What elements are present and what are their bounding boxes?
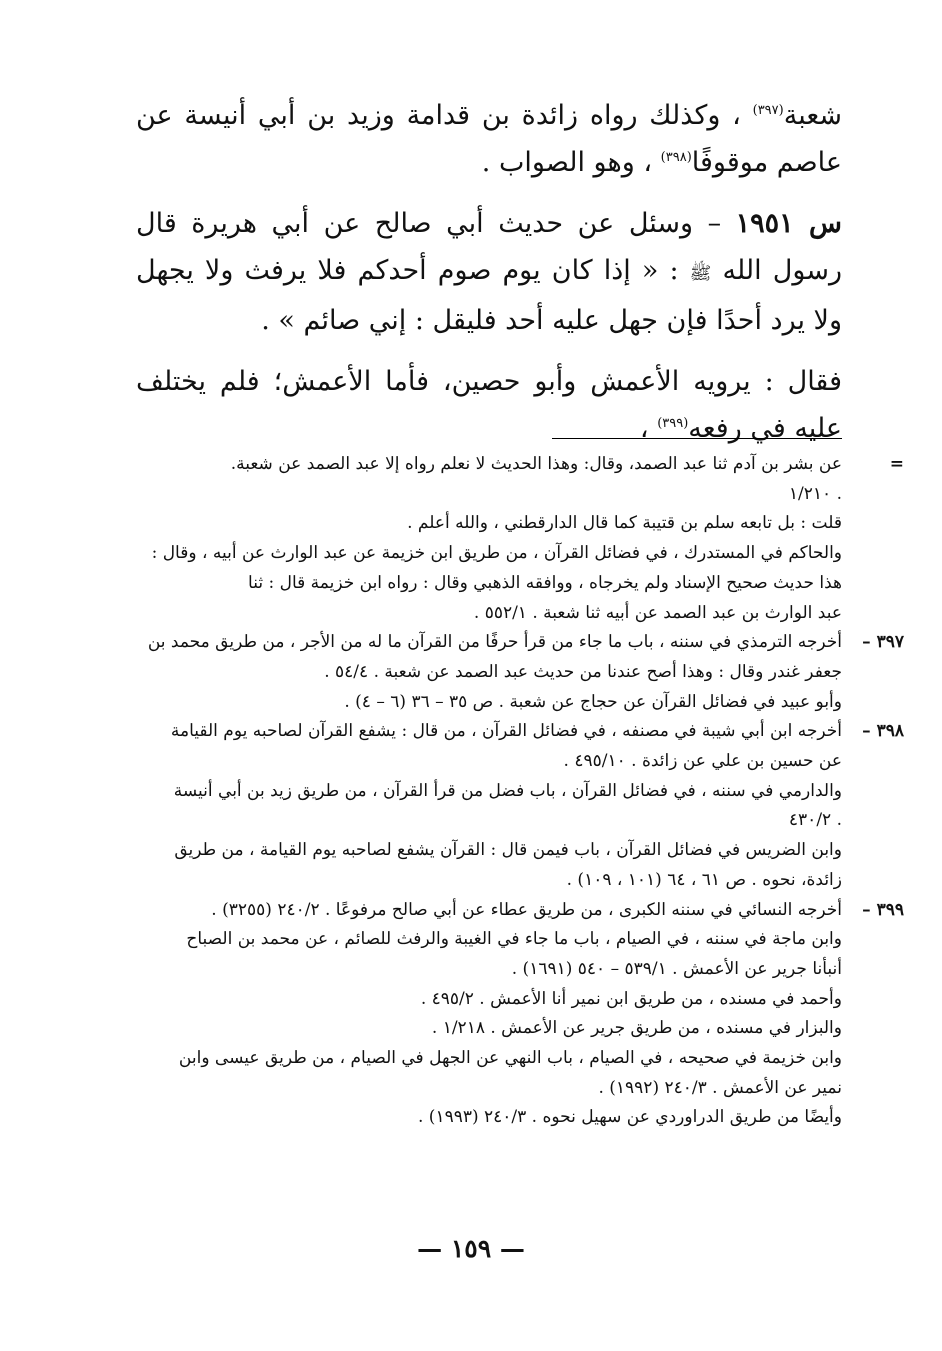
footnote-separator bbox=[552, 438, 842, 439]
text-run: ، bbox=[639, 413, 658, 444]
footnote-line bbox=[136, 628, 904, 658]
footnote-text: وأحمد في مسنده ، من طريق ابن نمير أنا الأعمش . ٤٩٥/٢ . bbox=[420, 988, 842, 1009]
footnote-marker: ٣٩٩ – bbox=[862, 899, 904, 920]
footnote-line bbox=[136, 658, 842, 688]
question-paragraph bbox=[136, 200, 842, 344]
answer-text: فقال : يرويه الأعمش وأبو حصين، فأما الأعمش؛ فلم يختلف عليه في رفعه bbox=[136, 366, 842, 444]
footnote-text: قلت : بل تابعه سلم بن قتيبة كما قال الدارقطني ، والله أعلم . bbox=[407, 513, 842, 534]
footnote-text: وابن ماجة في سننه ، في الصيام ، باب ما جاء في الغيبة والرفث للصائم ، عن محمد بن الصباح bbox=[186, 929, 842, 950]
footnote-line bbox=[136, 1014, 842, 1044]
main-text bbox=[136, 92, 842, 452]
footnote-text: أخرجه الترمذي في سننه ، باب ما جاء من قرأ حرفًا من القرآن ما له من الأجر ، من طريق محمد بن bbox=[147, 632, 842, 653]
footnote-marker: = bbox=[889, 454, 904, 474]
footnote-text: جعفر غندر وقال : وهذا أصح عندنا من حديث عبد الصمد عن شعبة . ٥٤/٤ . bbox=[324, 661, 842, 682]
question-text: – وسئل عن حديث أبي صالح عن أبي هريرة قال رسول الله bbox=[136, 208, 842, 286]
footnote-line bbox=[136, 925, 842, 955]
footnote-text: والحاكم في المستدرك ، في فضائل القرآن ، من طريق ابن خزيمة عن عبد الوارث عن أبيه ، وقال : bbox=[151, 543, 842, 564]
footnote-line bbox=[136, 896, 904, 926]
footnote-line bbox=[136, 955, 842, 985]
text-run: شعبة bbox=[783, 100, 842, 131]
footnotes bbox=[136, 450, 904, 1133]
footnote-line bbox=[136, 1044, 842, 1074]
page-number: — ١٥٩ — bbox=[417, 1234, 525, 1263]
text-run: ، وكذلك رواه زائدة بن قدامة وزيد بن أبي أنيسة عن عاصم موقوفًا bbox=[136, 100, 842, 178]
footnote-line bbox=[136, 836, 842, 866]
footnote-line bbox=[136, 1103, 842, 1133]
footnote-text: وابن الضريس في فضائل القرآن ، باب فيمن قال : القرآن يشفع لصاحبه يوم القيامة ، من طريق bbox=[174, 840, 842, 861]
footnote-text: أخرجه ابن أبي شيبة في مصنفه ، في فضائل القرآن ، من قال : يشفع القرآن لصاحبه يوم القيامة bbox=[170, 721, 842, 742]
footnote-marker: ٣٩٧ – bbox=[862, 632, 904, 653]
footnote-ref-397[interactable]: (٣٩٧) bbox=[752, 103, 784, 118]
footnote-marker: ٣٩٨ – bbox=[862, 721, 904, 742]
footnote-line bbox=[136, 509, 842, 539]
footnote-line bbox=[136, 717, 904, 747]
footnote-line bbox=[136, 450, 904, 480]
footnote-text: أنبأنا جرير عن الأعمش . ٥٣٩/١ – ٥٤٠ (١٦٩١) . bbox=[511, 958, 842, 979]
footnote-ref-399[interactable]: (٣٩٩) bbox=[657, 416, 689, 431]
footnote-text: . ١/٢١٠ bbox=[788, 483, 842, 504]
footnote-text: . ٤٣٠/٢ bbox=[788, 810, 842, 831]
text-run: ، وهو الصواب . bbox=[481, 147, 661, 178]
footnote-ref-398[interactable]: (٣٩٨) bbox=[660, 150, 692, 165]
footnote-line bbox=[136, 688, 842, 718]
footnote-line bbox=[136, 985, 842, 1015]
footnote-line bbox=[136, 599, 842, 629]
footnote-text: نمير عن الأعمش . ٢٤٠/٣ (١٩٩٢) . bbox=[598, 1077, 842, 1098]
question-number: س ١٩٥١ bbox=[735, 208, 843, 239]
footnote-line bbox=[136, 1074, 842, 1104]
footnote-line bbox=[136, 480, 842, 510]
footnote-text: عن حسين بن علي عن زائدة . ٤٩٥/١٠ . bbox=[563, 751, 842, 772]
footnote-text: وابن خزيمة في صحيحه ، في الصيام ، باب النهي عن الجهل في الصيام ، من طريق عيسى وابن bbox=[178, 1048, 842, 1069]
footnote-text: والبزار في مسنده ، من طريق جرير عن الأعمش . ١/٢١٨ . bbox=[431, 1018, 842, 1039]
paragraph-1 bbox=[136, 92, 842, 186]
footnote-line bbox=[136, 866, 842, 896]
footnote-text: وأيضًا من طريق الدراوردي عن سهيل نحوه . ٢٤٠/٣ (١٩٩٣) . bbox=[417, 1107, 842, 1128]
footnote-text: هذا حديث صحيح الإسناد ولم يخرجاه ، ووافقه الذهبي وقال : رواه ابن خزيمة قال : ثنا bbox=[248, 572, 842, 593]
footnote-text: عن بشر بن آدم ثنا عبد الصمد، وقال: وهذا الحديث لا نعلم رواه إلا عبد الصمد عن شعبة. bbox=[230, 454, 842, 474]
footnote-text: زائدة، نحوه . ص ٦١ ، ٦٤ (١٠١ ، ١٠٩) . bbox=[566, 869, 842, 890]
footnote-text: وأبو عبيد في فضائل القرآن عن حجاج عن شعبة . ص ٣٥ – ٣٦ (٦ – ٤) . bbox=[344, 691, 842, 712]
question-text-2: : « إذا كان يوم صوم أحدكم فلا يرفث ولا يجهل ولا يرد أحدًا فإن جهل عليه أحد فليقل : إني صائم » . bbox=[136, 255, 842, 336]
footnote-text: عبد الوارث بن عبد الصمد عن أبيه ثنا شعبة . ٥٥٢/١ . bbox=[473, 602, 842, 623]
footnote-text: أخرجه النسائي في سننه الكبرى ، من طريق عطاء عن أبي صالح مرفوعًا . ٢٤٠/٢ (٣٢٥٥) . bbox=[211, 899, 842, 920]
footnote-line bbox=[136, 777, 842, 807]
footnote-line bbox=[136, 747, 842, 777]
footnote-line bbox=[136, 539, 842, 569]
salla-glyph: ﷺ bbox=[689, 263, 712, 284]
footnote-text: والدارمي في سننه ، في فضائل القرآن ، باب فضل من قرأ القرآن ، من طريق زيد بن أبي أنيسة bbox=[173, 780, 842, 801]
footnote-line bbox=[136, 569, 842, 599]
footnote-line bbox=[136, 806, 842, 836]
